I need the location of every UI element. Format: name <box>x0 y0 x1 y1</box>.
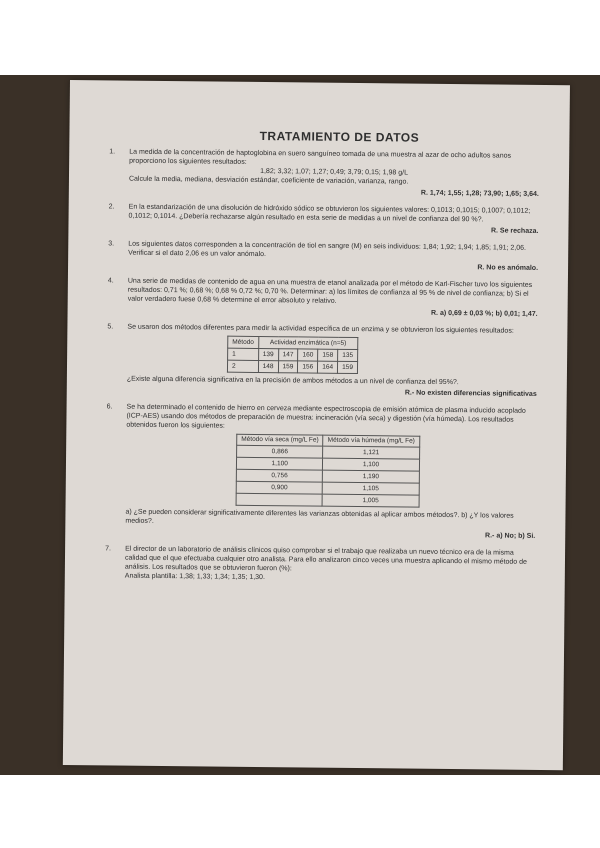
table-cell: 1,100 <box>323 458 419 471</box>
exercise-answer: R. a) 0,69 ± 0,03 %; b) 0,01; 1,47. <box>430 309 538 318</box>
table-header: Método vía húmeda (mg/L Fe) <box>323 435 419 447</box>
table-cell: 159 <box>338 361 358 373</box>
exercise-data: Analista plantilla: 1,38; 1,33; 1,34; 1,35; 1,30. <box>124 572 265 582</box>
exercise-number: 5. <box>107 323 114 331</box>
table-row <box>227 360 357 373</box>
exercise-question: Calcule la media, mediana, desviación estándar, coeficiente de variación, varianza, rango. <box>128 175 409 186</box>
exercise-5 <box>107 322 538 398</box>
exercise-number: 4. <box>107 277 114 285</box>
exercise-answer: R.- a) No; b) Si. <box>485 532 536 540</box>
exercise-text: En la estandarización de una disolución de hidróxido sódico se obtuvieron los siguientes valores: 0,1013; 0,1015; 0,1007; 0,1012; 0,1012; 0,1014. ¿Debería rechazarse algún resultado en esta serie de medidas a un nivel de confianza del 90 %?. <box>128 203 531 224</box>
table-header: Método <box>228 336 259 348</box>
paper-sheet <box>63 80 570 770</box>
page-title: TRATAMIENTO DE DATOS <box>259 128 420 145</box>
table-cell: 147 <box>278 349 298 361</box>
exercise-answer: R. No es anómalo. <box>477 264 539 272</box>
exercise-3 <box>108 239 538 273</box>
table-cell: 0,756 <box>236 469 323 482</box>
exercise-text: La medida de la concentración de haptoglobina en suero sanguíneo tomada de una muestra al azar de ocho adultos sanos proporciono los siguientes resultados: <box>129 148 512 166</box>
table-cell: 2 <box>227 360 258 372</box>
exercise-number: 3. <box>108 240 115 248</box>
exercise-text: Se usaron dos métodos diferentes para medir la actividad específica de un enzima y se obtuvieron los siguientes resultados: <box>127 323 514 335</box>
exercise-answer: R.- No existen diferencias significativas <box>404 389 537 398</box>
exercise-number: 1. <box>109 148 116 156</box>
table-header: Actividad enzimática (n=5) <box>258 336 357 349</box>
exercise-text: El director de un laboratorio de análisis clínicos quiso comprobar si el trabajo que realizaba un nuevo técnico era de la misma calidad que el que efectuaba cualquier otro analista. Para ello analizaron cinco veces una muestra aplicando el mismo método de análisis. Los resultados que se obtuvieron fueron (%): <box>124 545 527 573</box>
exercise-text: Una serie de medidas de contenido de agua en una muestra de etanol analizada por el método de Karl-Fischer tuvo los siguientes resultados: 0,71 %; 0,68 %; 0,68 % 0,72 %; 0,70 %. Determinar: a) los límites de confianza al 95 % de nivel de confianza; b) Si el valor verdadero fuese 0,68 % determine el error absoluto y relativo. <box>127 277 533 305</box>
table-cell: 159 <box>278 361 298 373</box>
exercise-text: Se ha determinado el contenido de hierro en cerveza mediante espectroscopia de emisión atómica de plasma inducido acoplado (ICP-AES) usando dos métodos de preparación de muestra: incineración (vía seca) y digestión (vía húmeda). Los resultados obtenidos fueron los siguientes: <box>126 403 526 430</box>
enzyme-table <box>227 336 358 374</box>
table-cell: 1,105 <box>323 482 419 495</box>
table-cell: 0,866 <box>237 445 324 458</box>
table-header: Método vía seca (mg/L Fe) <box>237 434 324 446</box>
table-cell: 135 <box>338 349 358 361</box>
exercise-answer: R. 1,74; 1,55; 1,28; 73,90; 1,65; 3,64. <box>420 189 539 198</box>
table-cell: 139 <box>258 348 278 360</box>
table-cell: 0,900 <box>236 481 323 494</box>
exercise-question: ¿Existe alguna diferencia significativa en la precisión de ambos métodos a un nivel de confianza del 95%?. <box>126 375 459 387</box>
table-cell <box>236 493 323 506</box>
exercise-6 <box>105 402 536 540</box>
exercise-number: 7. <box>105 545 111 553</box>
table-cell: 1,121 <box>323 446 419 459</box>
table-cell: 148 <box>258 360 278 372</box>
iron-table <box>236 434 420 508</box>
exercise-data: 1,82; 3,32; 1,07; 1,27; 0,49; 3,79; 0,15; 1,98 g/L <box>260 167 409 177</box>
table-cell: 158 <box>318 349 338 361</box>
exercise-2 <box>108 202 538 236</box>
exercise-7 <box>105 544 535 585</box>
exercise-4 <box>108 276 538 319</box>
table-cell: 164 <box>318 361 338 373</box>
table-cell: 156 <box>298 361 318 373</box>
exercise-number: 6. <box>106 403 113 411</box>
table-row <box>236 493 419 507</box>
table-cell: 1,005 <box>322 494 418 507</box>
exercise-text: Los siguientes datos corresponden a la concentración de tiol en sangre (M) en seis individuos: 1,84; 1,92; 1,94; 1,85; 1,91; 2,06. Verificar si el dato 2,06 es un valor anómalo. <box>128 240 527 259</box>
sheet-content <box>105 130 540 592</box>
exercise-number: 2. <box>108 203 115 211</box>
table-cell: 160 <box>298 349 318 361</box>
exercise-answer: R. Se rechaza. <box>490 227 539 235</box>
exercise-question: a) ¿Se pueden considerar significativamente diferentes las varianzas obtenidas al aplicar ambos métodos?. b) ¿Y los valores medios?. <box>125 508 514 525</box>
table-cell: 1,100 <box>236 457 323 470</box>
exercise-1 <box>109 147 539 199</box>
table-cell: 1,190 <box>323 470 419 483</box>
table-cell: 1 <box>228 348 259 360</box>
